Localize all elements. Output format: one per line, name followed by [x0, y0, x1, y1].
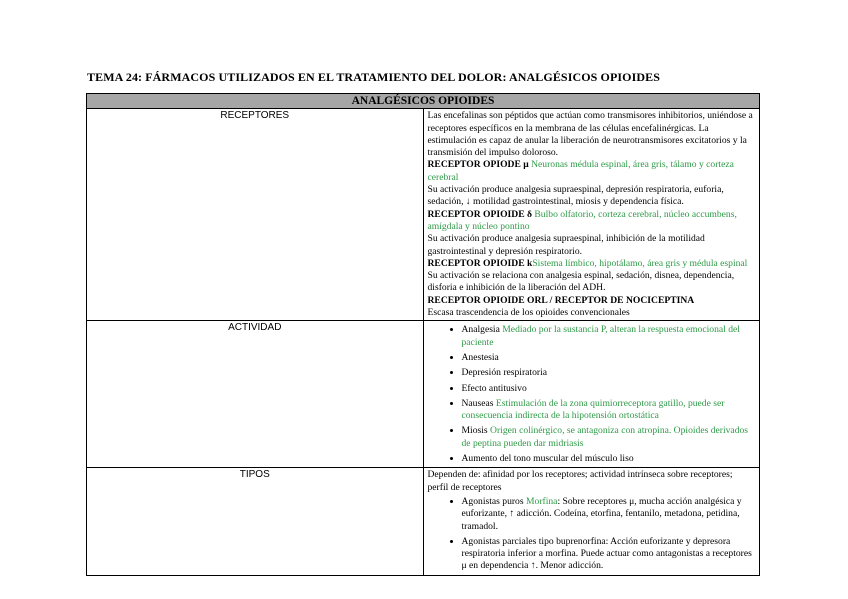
tipos-item-drug: Morfina — [526, 495, 558, 507]
actividad-item-note: Mediado por la sustancia P, alteran la respuesta emocional del paciente — [461, 324, 740, 348]
tipos-content — [423, 468, 760, 575]
receptores-intro: Las encefalinas son péptidos que actúan como transmisores inhibitorios, uniéndose a receptores específicos en la membrana de las células encefalinérgicas. La estimulación es capaz de anular la liberación de neurotransmisores excitatorios y la transmisión del impulso doloroso. — [427, 110, 753, 159]
receptor-delta-title: RECEPTOR OPIOIDE δ — [427, 208, 532, 220]
document-title: TEMA 24: FÁRMACOS UTILIZADOS EN EL TRATAMIENTO DEL DOLOR: ANALGÉSICOS OPIOIDES — [87, 70, 661, 84]
tipos-list — [428, 494, 756, 574]
row-label-tipos: TIPOS — [87, 468, 424, 575]
row-label-actividad: ACTIVIDAD — [87, 321, 424, 468]
list-item — [462, 534, 756, 574]
receptor-mu-heading — [428, 159, 756, 184]
table-header-row — [87, 94, 760, 109]
actividad-content — [423, 321, 760, 468]
actividad-item-text: Analgesia — [461, 324, 500, 336]
receptor-mu-text: Su activación produce analgesia supraespinal, depresión respiratoria, euforia, sedación, ↓ motilidad gastrointestinal, miosis y dependencia física. — [427, 184, 724, 208]
list-item — [462, 365, 756, 380]
tipos-item-text: Agonistas parciales tipo buprenorfina: Acción euforizante y depresora respiratoria inferior a morfina. Puede actuar como antagonistas a receptores μ en dependencia ↑. Menor adicción. — [461, 535, 752, 572]
actividad-list — [428, 322, 756, 466]
row-receptores — [87, 109, 760, 321]
receptor-mu-location: Neuronas médula espinal, área gris, tálamo y corteza cerebral — [427, 159, 734, 183]
list-item — [462, 423, 756, 451]
receptor-mu-title: RECEPTOR OPIODE μ — [427, 159, 529, 171]
receptores-content — [423, 109, 760, 321]
list-item — [462, 322, 756, 350]
row-label-receptores: RECEPTORES — [87, 109, 424, 321]
tipos-item-text: : Sobre receptores μ, mucha acción analgésica y euforizante, ↑ adicción. Codeína, etorfina, fentanilo, metadona, petidina, tramadol. — [461, 495, 742, 532]
list-item — [462, 494, 756, 534]
receptor-kappa-heading — [428, 258, 756, 270]
tipos-intro: Dependen de: afinidad por los receptores; actividad intrínseca sobre receptores; perfil de receptores — [427, 469, 733, 493]
tipos-item-prefix: Agonistas puros — [461, 495, 524, 507]
receptor-delta-text: Su activación produce analgesia supraespinal, inhibición de la motilidad gastrointestinal y depresión respiratorio. — [427, 233, 705, 257]
list-item — [462, 381, 756, 396]
actividad-item-text: Miosis — [461, 425, 488, 437]
list-item — [462, 451, 756, 466]
actividad-item-note: Origen colinérgico, se antagoniza con atropina. Opioides derivados de peptina pueden dar midriasis — [461, 425, 749, 449]
actividad-item-text: Anestesia — [461, 351, 499, 363]
receptor-delta-heading — [428, 209, 756, 234]
opioids-table — [86, 93, 760, 576]
receptor-orl-text: Escasa trascendencia de los opioides convencionales — [427, 307, 630, 319]
list-item — [462, 350, 756, 365]
actividad-item-text: Depresión respiratoria — [461, 367, 548, 379]
list-item — [462, 396, 756, 424]
actividad-item-text: Aumento del tono muscular del músculo liso — [461, 453, 634, 465]
table-header: ANALGÉSICOS OPIOIDES — [87, 94, 760, 109]
row-actividad — [87, 321, 760, 468]
receptor-kappa-location: Sistema límbico, hipotálamo, área gris y médula espinal — [532, 257, 748, 269]
actividad-item-text: Efecto antitusivo — [461, 382, 527, 394]
receptor-kappa-text: Su activación se relaciona con analgesia espinal, sedación, disnea, dependencia, disforia e inhibición de la liberación del ADH. — [427, 270, 735, 294]
row-tipos — [87, 468, 760, 575]
receptor-delta-location: Bulbo olfatorio, corteza cerebral, núcleo accumbens, amígdala y núcleo pontino — [427, 208, 737, 232]
actividad-item-text: Nauseas — [461, 397, 494, 409]
receptor-orl-title: RECEPTOR OPIOIDE ORL / RECEPTOR DE NOCICEPTINA — [427, 294, 695, 306]
actividad-item-note: Estimulación de la zona quimiorreceptora gatillo, puede ser consecuencia indirecta de la hipotensión ortostática — [461, 397, 725, 422]
receptor-kappa-title: RECEPTOR OPIOIDE k — [427, 257, 533, 269]
